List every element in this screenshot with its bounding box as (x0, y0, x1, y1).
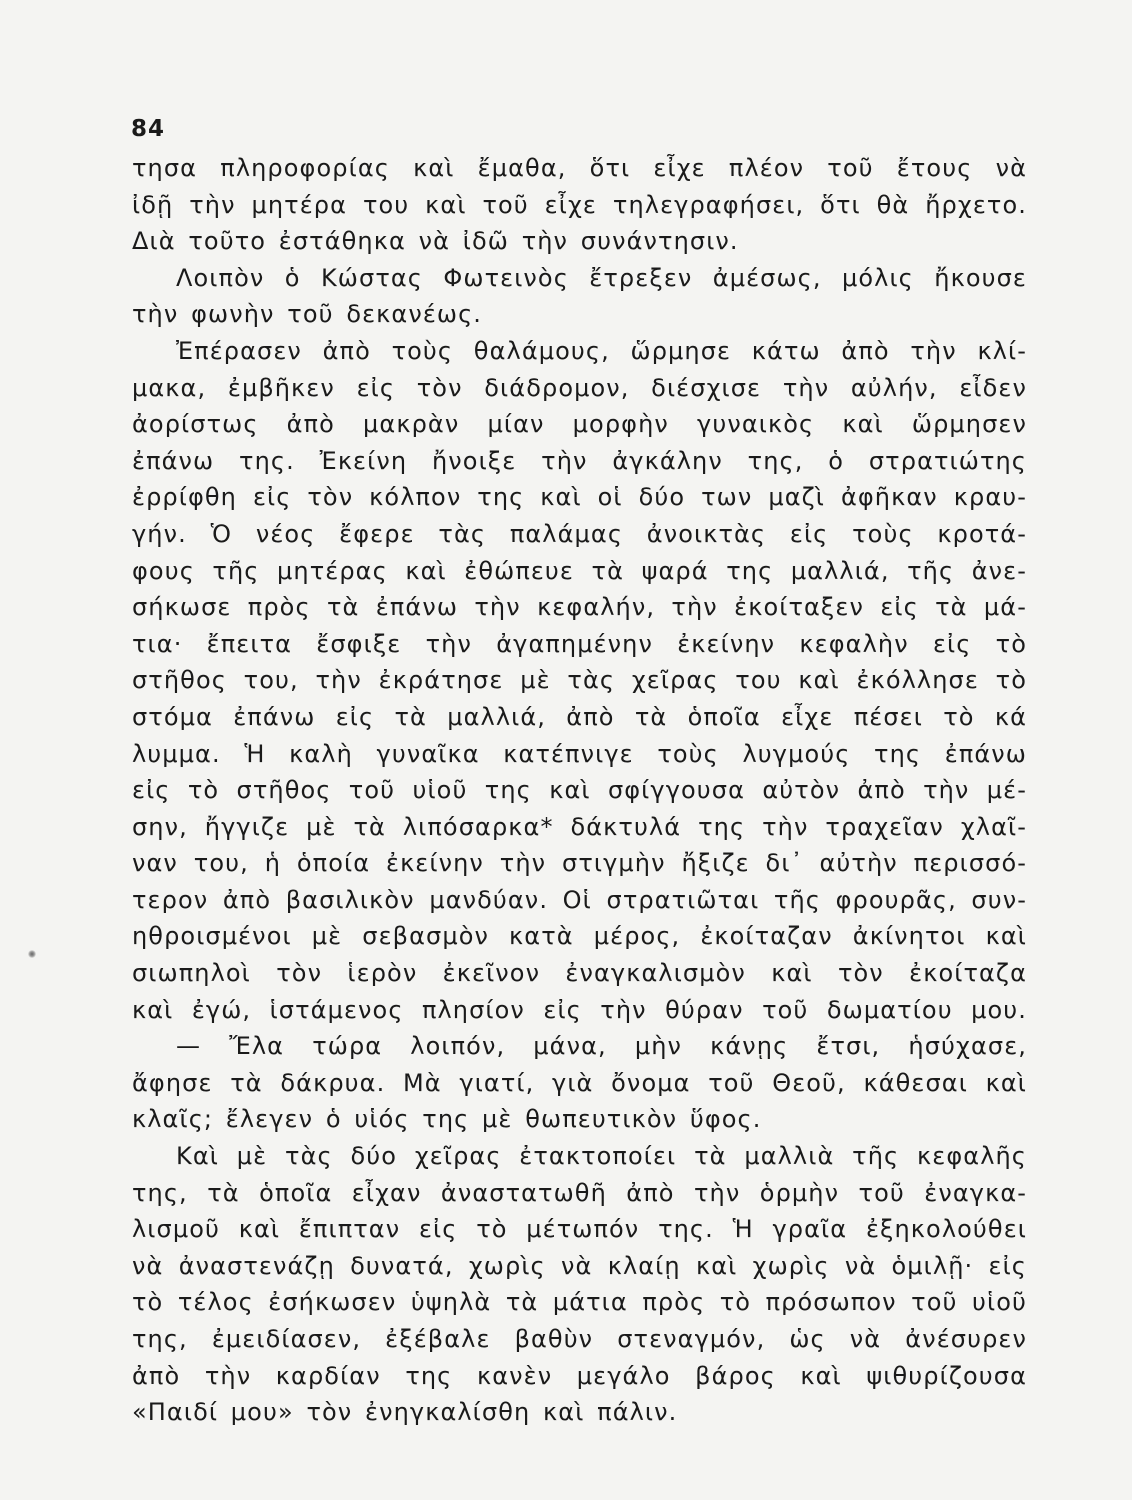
text-line: Διὰ τοῦτο ἐστάθηκα νὰ ἰδῶ τὴν συνάντησιν. (132, 227, 739, 256)
text-line: στόμα ἐπάνω εἰς τὰ μαλλιά, ἀπὸ τὰ ὁποῖα εἶχε πέσει τὸ κά (132, 702, 1027, 731)
text-line: τὴν φωνὴν τοῦ δεκανέως. (132, 300, 483, 329)
text-line: «Παιδί μου» τὸν ἐνηγκαλίσθη καὶ πάλιν. (132, 1398, 678, 1427)
text-line: τια· ἔπειτα ἔσφιξε τὴν ἀγαπημένην ἐκείνην κεφαλὴν εἰς τὸ (132, 629, 1027, 658)
text-line: — Ἔλα τώρα λοιπόν, μάνα, μὴν κάνῃς ἔτσι, ἡσύχασε, (176, 1032, 1027, 1061)
text-line: φους τῆς μητέρας καὶ ἐθώπευε τὰ ψαρά της μαλλιά, τῆς ἀνε- (132, 556, 1027, 585)
page-number: 84 (131, 116, 166, 142)
text-line: λυμμα. Ἡ καλὴ γυναῖκα κατέπνιγε τοὺς λυγμούς της ἐπάνω (132, 739, 1027, 768)
text-line: ναν του, ἡ ὁποία ἐκείνην τὴν στιγμὴν ἤξιζε δι᾽ αὐτὴν περισσό- (132, 849, 1027, 878)
text-line: ἰδῇ τὴν μητέρα του καὶ τοῦ εἶχε τηλεγραφήσει, ὅτι θὰ ἤρχετο. (132, 190, 1027, 219)
text-line: τερον ἀπὸ βασιλικὸν μανδύαν. Οἱ στρατιῶται τῆς φρουρᾶς, συν- (132, 885, 1027, 914)
text-line: Ἐπέρασεν ἀπὸ τοὺς θαλάμους, ὥρμησε κάτω ἀπὸ τὴν κλί- (176, 336, 1027, 365)
text-line: μακα, ἐμβῆκεν εἰς τὸν διάδρομον, διέσχισε τὴν αὐλήν, εἶδεν (132, 373, 1027, 402)
text-line: γήν. Ὁ νέος ἔφερε τὰς παλάμας ἀνοικτὰς εἰς τοὺς κροτά- (132, 519, 1027, 548)
text-line: στῆθος του, τὴν ἐκράτησε μὲ τὰς χεῖρας του καὶ ἐκόλλησε τὸ (132, 666, 1027, 695)
print-speck (28, 950, 36, 958)
text-line: της, ἐμειδίασεν, ἐξέβαλε βαθὺν στεναγμόν, ὡς νὰ ἀνέσυρεν (132, 1325, 1027, 1353)
text-line: ἄφησε τὰ δάκρυα. Μὰ γιατί, γιὰ ὄνομα τοῦ Θεοῦ, κάθεσαι καὶ (132, 1068, 1027, 1097)
text-line: τὸ τέλος ἐσήκωσεν ὑψηλὰ τὰ μάτια πρὸς τὸ πρόσωπον τοῦ υἱοῦ (132, 1288, 1027, 1317)
text-line: Λοιπὸν ὁ Κώστας Φωτεινὸς ἔτρεξεν ἀμέσως, μόλις ἤκουσε (176, 263, 1027, 292)
text-line: κλαῖς; ἔλεγεν ὁ υἱός της μὲ θωπευτικὸν ὕφος. (132, 1105, 762, 1134)
text-line: ἐρρίφθη εἰς τὸν κόλπον της καὶ οἱ δύο των μαζὶ ἀφῆκαν κραυ- (132, 483, 1027, 512)
text-line: Καὶ μὲ τὰς δύο χεῖρας ἐτακτοποίει τὰ μαλλιὰ τῆς κεφαλῆς (176, 1142, 1027, 1171)
text-line: σην, ἤγγιζε μὲ τὰ λιπόσαρκα* δάκτυλά της τὴν τραχεῖαν χλαῖ- (132, 812, 1027, 841)
text-line: νὰ ἀναστενάζῃ δυνατά, χωρὶς νὰ κλαίῃ καὶ χωρὶς νὰ ὁμιλῇ· εἰς (132, 1251, 1027, 1280)
text-line: σήκωσε πρὸς τὰ ἐπάνω τὴν κεφαλήν, τὴν ἐκοίταξεν εἰς τὰ μά- (132, 593, 1027, 622)
text-line: ηθροισμένοι μὲ σεβασμὸν κατὰ μέρος, ἐκοίταζαν ἀκίνητοι καὶ (132, 922, 1027, 951)
text-line: ἀορίστως ἀπὸ μακρὰν μίαν μορφὴν γυναικὸς καὶ ὥρμησεν (132, 410, 1027, 439)
text-line: εἰς τὸ στῆθος τοῦ υἱοῦ της καὶ σφίγγουσα αὐτὸν ἀπὸ τὴν μέ- (132, 776, 1027, 805)
text-line: της, τὰ ὁποῖα εἶχαν ἀναστατωθῆ ἀπὸ τὴν ὁρμὴν τοῦ ἐναγκα- (132, 1178, 1027, 1207)
text-line: καὶ ἐγώ, ἱστάμενος πλησίον εἰς τὴν θύραν τοῦ δωματίου μου. (132, 995, 1027, 1024)
text-line: σιωπηλοὶ τὸν ἱερὸν ἐκεῖνον ἐναγκαλισμὸν καὶ τὸν ἐκοίταζα (132, 959, 1027, 988)
text-line: ἀπὸ τὴν καρδίαν της κανὲν μεγάλο βάρος καὶ ψιθυρίζουσα (132, 1361, 1027, 1390)
text-line: τησα πληροφορίας καὶ ἔμαθα, ὅτι εἶχε πλέον τοῦ ἔτους νὰ (132, 154, 1027, 182)
body-text (132, 150, 1027, 1431)
text-line: λισμοῦ καὶ ἔπιπταν εἰς τὸ μέτωπόν της. Ἡ γραῖα ἐξηκολούθει (132, 1215, 1027, 1244)
text-line: ἐπάνω της. Ἐκείνη ἤνοιξε τὴν ἀγκάλην της, ὁ στρατιώτης (132, 446, 1027, 475)
